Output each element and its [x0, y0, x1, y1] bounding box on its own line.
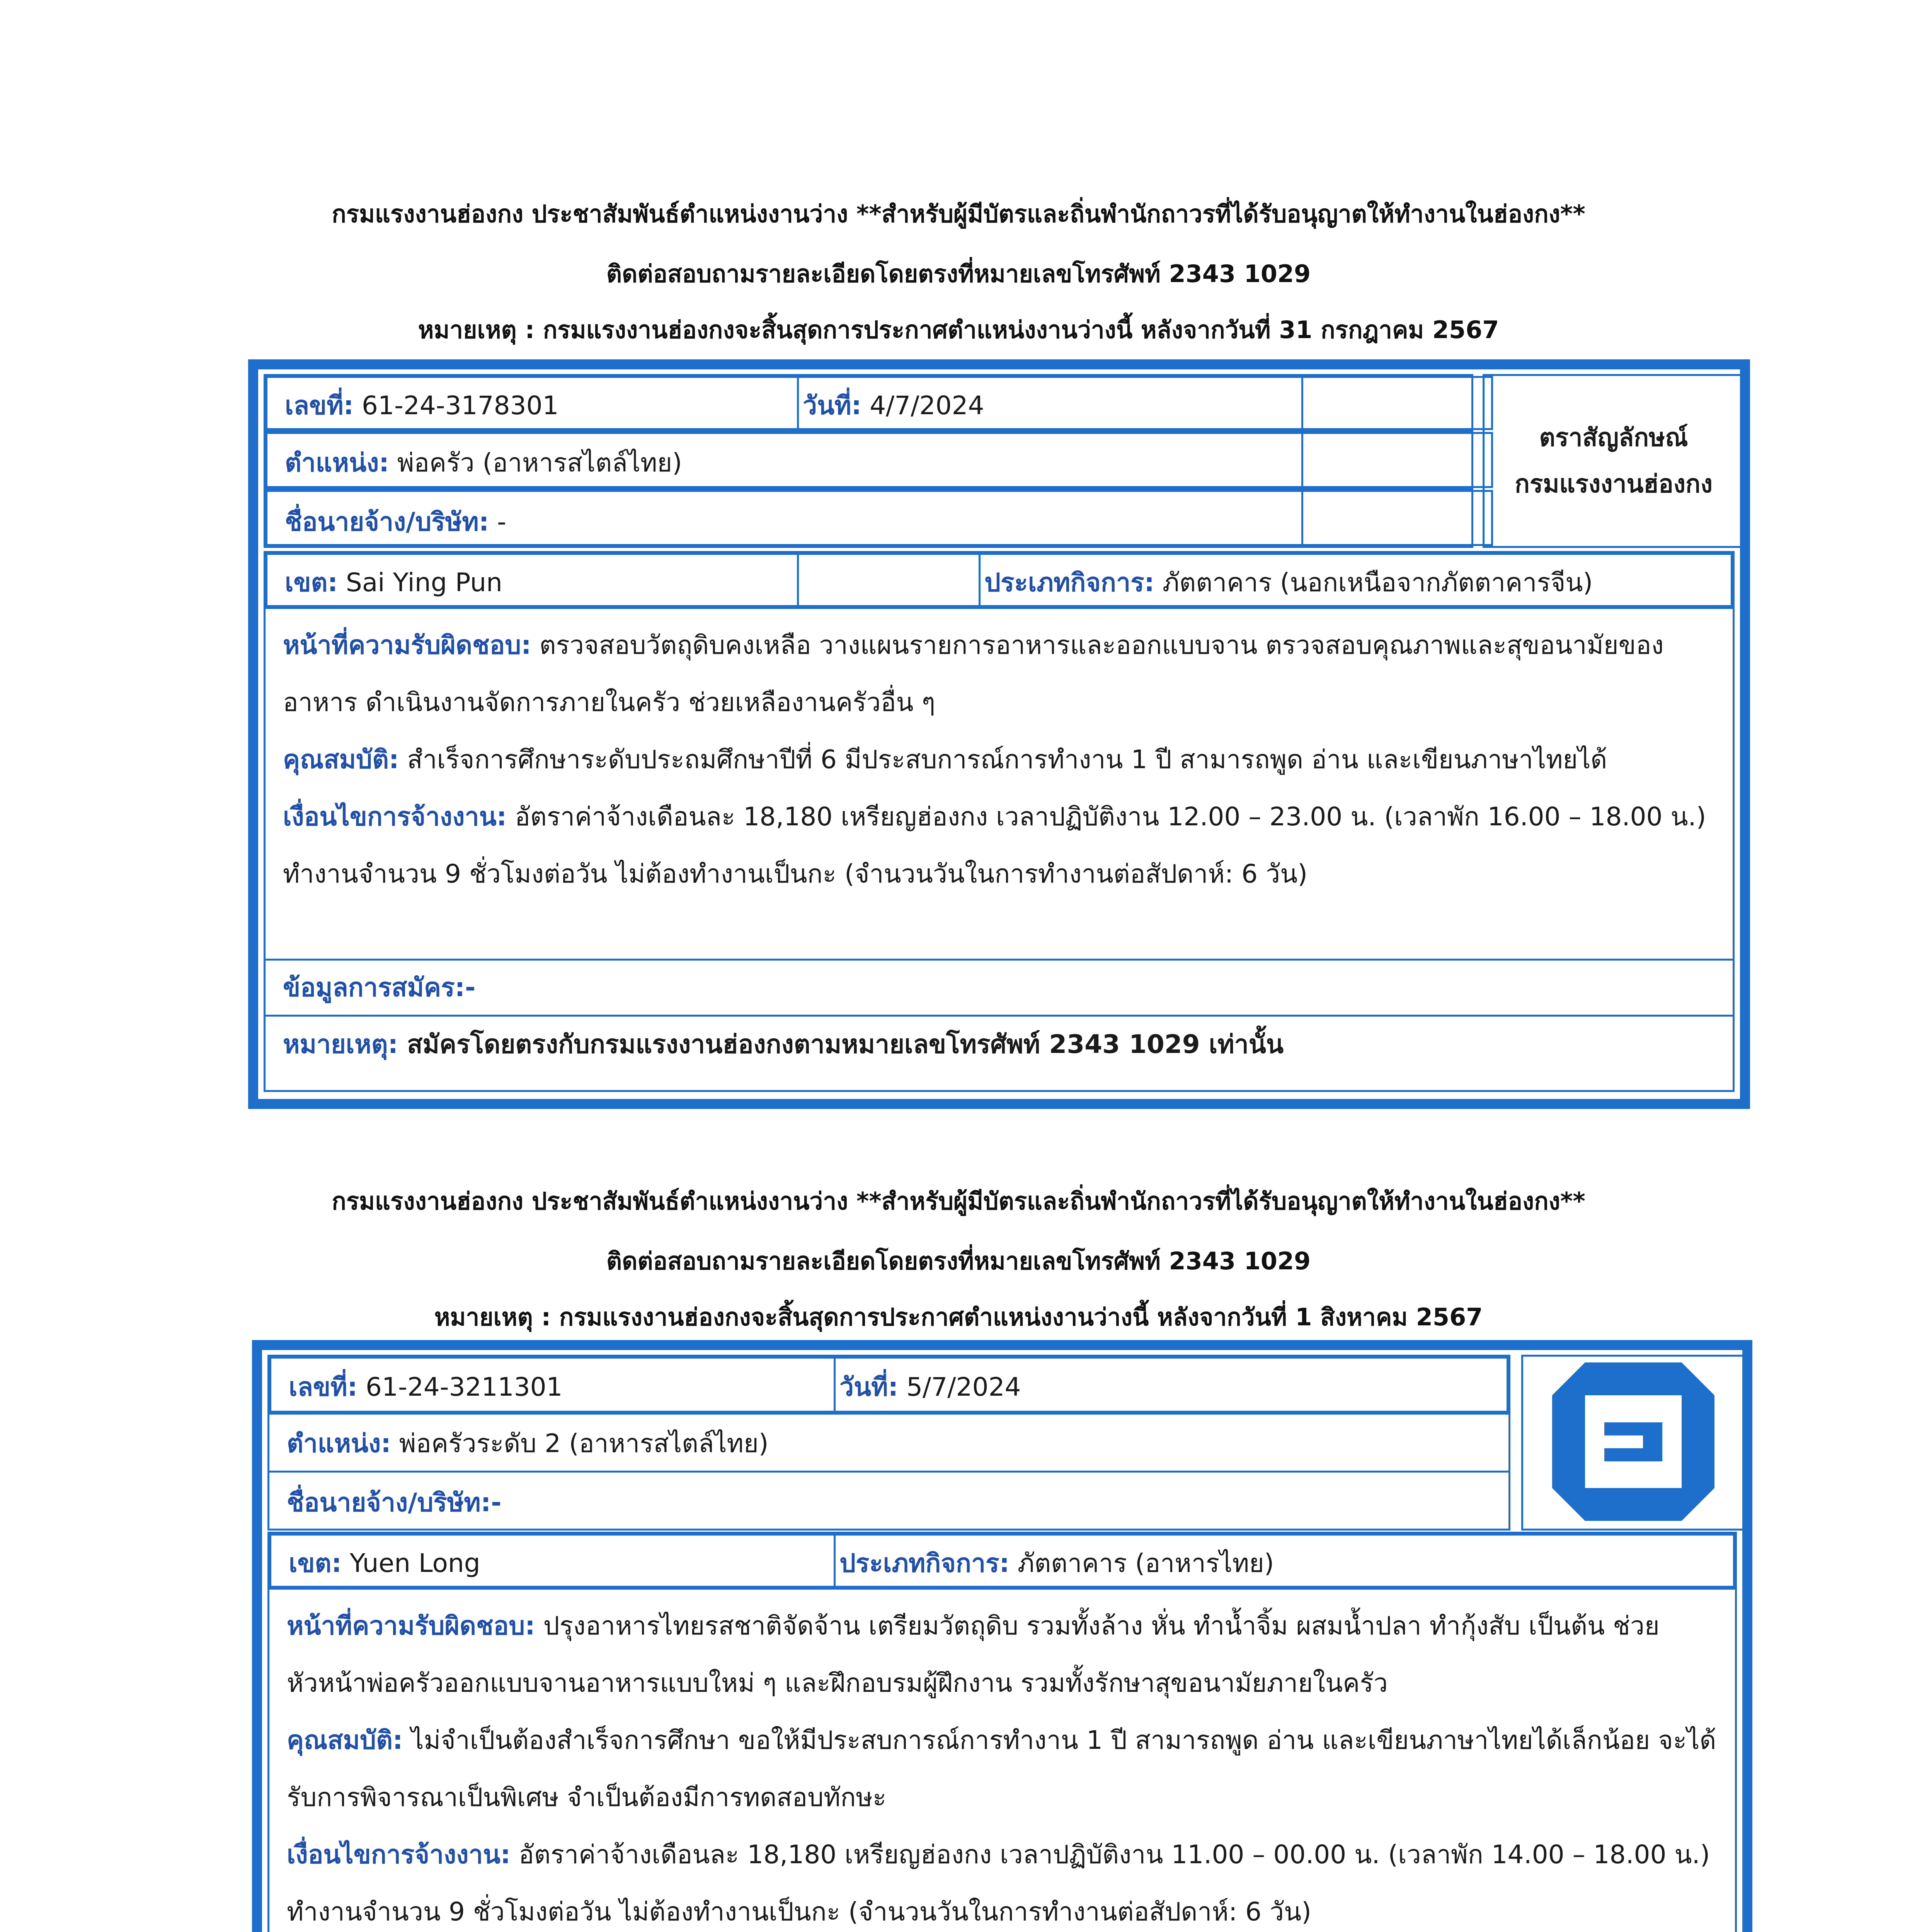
- row-details: [264, 607, 1735, 961]
- row-district: [267, 1532, 1737, 1590]
- date-value: 5/7/2024: [906, 1372, 1021, 1402]
- row-job-number: [267, 1355, 1510, 1415]
- qualifications: [287, 1712, 1727, 1826]
- row-position: [267, 1413, 1510, 1473]
- duties-value: ปรุงอาหารไทยรสชาติจัดจ้าน เตรียมวัตถุดิบ รวมทั้งล้าง หั่น ทำน้ำจิ้ม ผสมน้ำปลา ทำกุ้งสับ เป็นต้น ช่วยหัวหน้าพ่อครัวออกแบบจานอาหารแบบใหม่ ๆ และฝึกอบรมผู้ฝึกงาน รวมทั้งรักษาสุขอนามัยภายในครัว: [287, 1611, 1660, 1698]
- qualifications-label: คุณสมบัติ:: [283, 745, 399, 774]
- position-label: ตำแหน่ง:: [287, 1429, 391, 1458]
- employment-terms-label: เงื่อนไขการจ้างงาน:: [287, 1840, 511, 1869]
- emblem-cell: [1521, 1355, 1747, 1531]
- employment-terms: [287, 1826, 1727, 1932]
- district-label: เขต:: [289, 1548, 342, 1578]
- employment-terms-value: อัตราค่าจ้างเดือนละ 18,180 เหรียญฮ่องกง เวลาปฏิบัติงาน 11.00 – 00.00 น. (เวลาพัก 14.00 – 18.00 น.) ทำงานจำนวน 9 ชั่วโมงต่อวัน ไม่ต้องทำงานเป็นกะ (จำนวนวันในการทำงานต่อสัปดาห์: 6 วัน): [287, 1840, 1710, 1927]
- row-employer: [264, 488, 1473, 548]
- cell-date: [797, 376, 1303, 430]
- job-notice-1: [248, 359, 1750, 1109]
- labour-department-logo-icon: [1548, 1359, 1718, 1525]
- employment-terms: [283, 788, 1725, 903]
- row-district: [264, 551, 1735, 609]
- duties-label: หน้าที่ความรับผิดชอบ:: [283, 630, 531, 660]
- row-employer: [267, 1471, 1510, 1531]
- notice-2-heading-line-2: ติดต่อสอบถามรายละเอียดโดยตรงที่หมายเลขโทรศัพท์ 2343 1029: [606, 1247, 1311, 1275]
- district-value: Sai Ying Pun: [346, 568, 502, 597]
- emblem-text-line-2: กรมแรงงานฮ่องกง: [1515, 470, 1713, 498]
- cell-job-number: [269, 1357, 836, 1413]
- job-number-value: 61-24-3178301: [362, 391, 559, 420]
- details-block: [283, 617, 1725, 903]
- notice-1-heading-line-1: กรมแรงงานฮ่องกง ประชาสัมพันธ์ตำแหน่งงานว่าง **สำหรับผู้มีบัตรและถิ่นพำนักถาวรที่ได้รับอนุญาตให้ทำงานในฮ่องกง**: [332, 200, 1585, 228]
- district-label: เขต:: [285, 568, 338, 597]
- cell-empty-1: [1301, 376, 1493, 430]
- employer-label: ชื่อนายจ้าง/บริษัท:: [285, 507, 489, 537]
- cell-empty-2: [1301, 432, 1493, 488]
- row-details: [267, 1588, 1737, 1932]
- row-position: [264, 430, 1473, 490]
- job-number-label: เลขที่:: [289, 1372, 358, 1402]
- cell-district: [269, 1534, 836, 1588]
- position-label: ตำแหน่ง:: [285, 448, 389, 478]
- job-number-label: เลขที่:: [285, 391, 354, 420]
- duties: [283, 617, 1725, 731]
- cell-position: [266, 432, 1303, 488]
- employment-terms-value: อัตราค่าจ้างเดือนละ 18,180 เหรียญฮ่องกง เวลาปฏิบัติงาน 12.00 – 23.00 น. (เวลาพัก 16.00 – 18.00 น.) ทำงานจำนวน 9 ชั่วโมงต่อวัน ไม่ต้องทำงานเป็นกะ (จำนวนวันในการทำงานต่อสัปดาห์: 6 วัน): [283, 802, 1706, 889]
- qualifications-value: สำเร็จการศึกษาระดับประถมศึกษาปีที่ 6 มีประสบการณ์การทำงาน 1 ปี สามารถพูด อ่าน และเขียนภาษาไทยได้: [407, 745, 1607, 774]
- notice-2-heading-line-1: กรมแรงงานฮ่องกง ประชาสัมพันธ์ตำแหน่งงานว่าง **สำหรับผู้มีบัตรและถิ่นพำนักถาวรที่ได้รับอนุญาตให้ทำงานในฮ่องกง**: [332, 1187, 1585, 1215]
- duties-label: หน้าที่ความรับผิดชอบ:: [287, 1611, 535, 1641]
- application-info-label: ข้อมูลการสมัคร:-: [283, 973, 476, 1002]
- date-label: วันที่:: [803, 391, 862, 420]
- notice-1-heading-line-3: หมายเหตุ : กรมแรงงานฮ่องกงจะสิ้นสุดการประกาศตำแหน่งงานว่างนี้ หลังจากวันที่ 31 กรกฎาคม 2567: [418, 316, 1499, 344]
- emblem-text-line-1: ตราสัญลักษณ์: [1539, 423, 1688, 452]
- duties-value: ตรวจสอบวัตถุดิบคงเหลือ วางแผนรายการอาหารและออกแบบจาน ตรวจสอบคุณภาพและสุขอนามัยของอาหาร ดำเนินงานจัดการภายในครัว ช่วยเหลืองานครัวอื่น ๆ: [283, 630, 1664, 717]
- business-type-value: ภัตตาคาร (อาหารไทย): [1017, 1548, 1274, 1578]
- date-label: วันที่:: [839, 1372, 899, 1402]
- qualifications-label: คุณสมบัติ:: [287, 1725, 403, 1755]
- employment-terms-label: เงื่อนไขการจ้างงาน:: [283, 802, 507, 832]
- row-remark: [264, 1015, 1735, 1092]
- notice-2-heading-line-3: หมายเหตุ : กรมแรงงานฮ่องกงจะสิ้นสุดการประกาศตำแหน่งงานว่างนี้ หลังจากวันที่ 1 สิงหาคม 2567: [434, 1303, 1483, 1331]
- cell-business-type: [834, 1534, 1735, 1588]
- cell-date: [834, 1357, 1508, 1413]
- job-notice-2: [252, 1340, 1752, 1932]
- date-value: 4/7/2024: [870, 391, 984, 420]
- cell-blank: [797, 553, 981, 607]
- cell-employer: [266, 490, 1303, 546]
- qualifications-value: ไม่จำเป็นต้องสำเร็จการศึกษา ขอให้มีประสบการณ์การทำงาน 1 ปี สามารถพูด อ่าน และเขียนภาษาไทยได้เล็กน้อย จะได้รับการพิจารณาเป็นพิเศษ จำเป็นต้องมีการทดสอบทักษะ: [287, 1725, 1716, 1812]
- employer-label: ชื่อนายจ้าง/บริษัท:-: [287, 1488, 502, 1517]
- duties: [287, 1597, 1727, 1712]
- business-type-label: ประเภทกิจการ:: [839, 1548, 1010, 1578]
- row-application-info: [264, 959, 1735, 1017]
- job-number-value: 61-24-3211301: [366, 1372, 563, 1402]
- remark-value: สมัครโดยตรงกับกรมแรงงานฮ่องกงตามหมายเลขโทรศัพท์ 2343 1029 เท่านั้น: [407, 1029, 1284, 1059]
- cell-job-number: [266, 376, 799, 430]
- emblem-cell: [1483, 374, 1745, 548]
- details-block: [287, 1597, 1727, 1932]
- business-type-label: ประเภทกิจการ:: [984, 568, 1154, 597]
- cell-empty-3: [1301, 490, 1493, 546]
- employer-value: -: [497, 507, 506, 537]
- qualifications: [283, 731, 1725, 788]
- cell-business-type: [979, 553, 1733, 607]
- row-job-number: [264, 374, 1473, 432]
- position-value: พ่อครัวระดับ 2 (อาหารสไตล์ไทย): [399, 1429, 769, 1458]
- position-value: พ่อครัว (อาหารสไตล์ไทย): [397, 448, 682, 478]
- remark-label: หมายเหตุ:: [283, 1029, 398, 1059]
- notice-1-heading-line-2: ติดต่อสอบถามรายละเอียดโดยตรงที่หมายเลขโทรศัพท์ 2343 1029: [606, 260, 1311, 288]
- district-value: Yuen Long: [349, 1548, 480, 1578]
- business-type-value: ภัตตาคาร (นอกเหนือจากภัตตาคารจีน): [1162, 568, 1593, 597]
- cell-district: [266, 553, 799, 607]
